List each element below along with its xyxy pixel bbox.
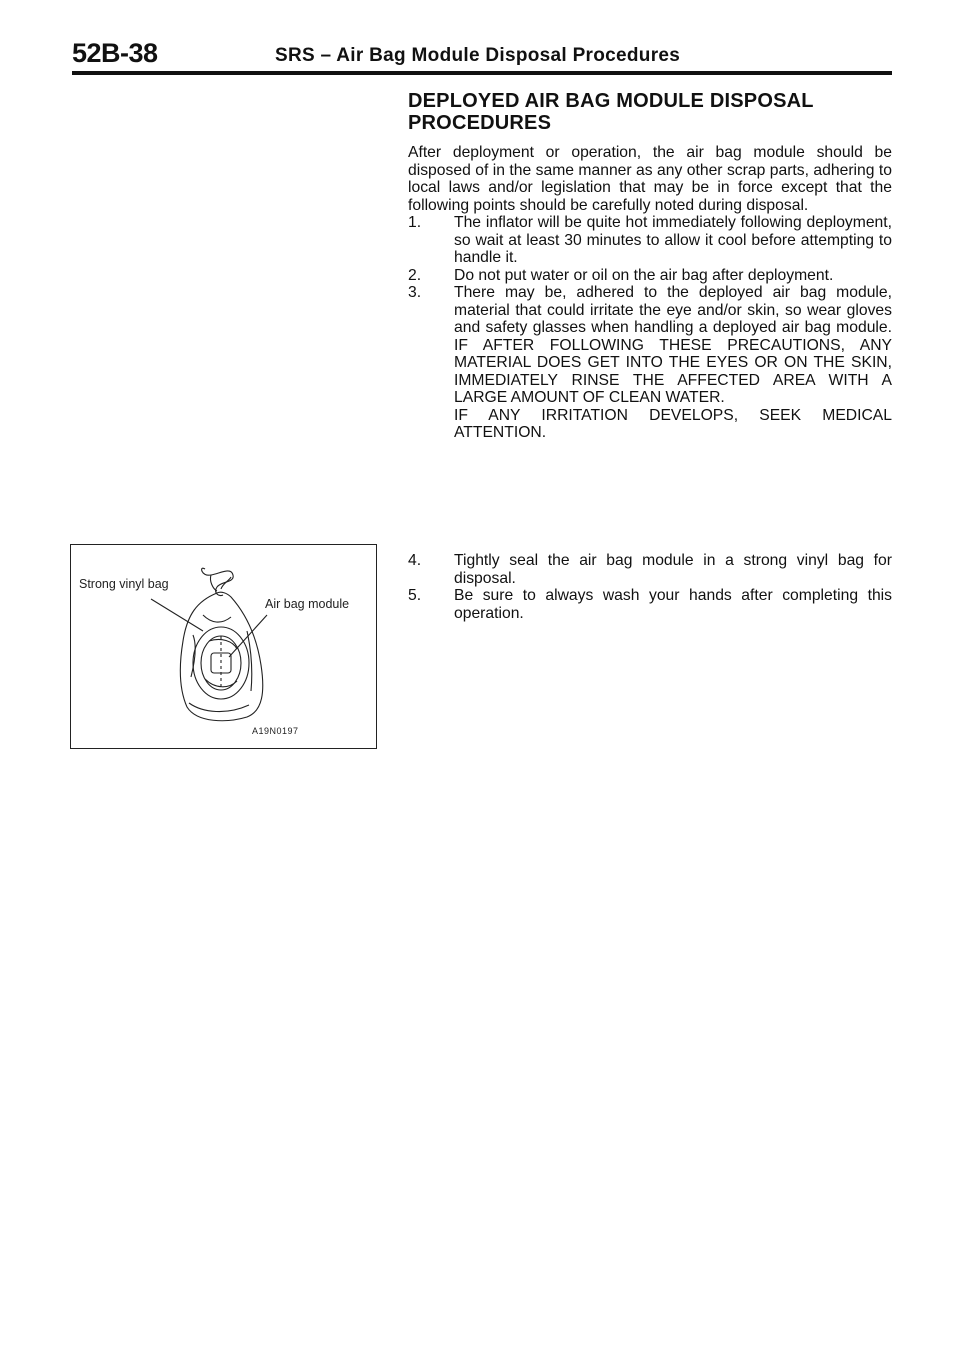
step-item xyxy=(408,267,892,285)
step-text: The inflator will be quite hot immediately following deployment, so wait at least 30 minutes to allow it cool before attempting to handle it. xyxy=(454,214,892,266)
step-item xyxy=(408,214,892,267)
step-text: There may be, adhered to the deployed air bag module, material that could irritate the eye and/or skin, so wear gloves and safety glasses when handling a deployed air bag module. IF AFTER FOLLOWING THESE PRECAUTIONS, ANY MATERIAL DOES GET INTO THE EYES OR ON THE SKIN, IMMEDIATELY RINSE THE AFFECTED AREA WITH A LARGE AMOUNT OF CLEAN WATER. xyxy=(454,284,892,406)
label-air-bag-module: Air bag module xyxy=(265,597,350,611)
step-number: 2. xyxy=(408,266,422,284)
step-item xyxy=(408,587,892,622)
page-number: 52B-38 xyxy=(72,38,158,68)
step-item xyxy=(408,284,892,442)
header-title: SRS – Air Bag Module Disposal Procedures xyxy=(275,45,681,66)
figure-vinyl-bag xyxy=(70,544,377,749)
step-text: Tightly seal the air bag module in a strong vinyl bag for disposal. xyxy=(454,552,892,587)
steps-list-continued xyxy=(408,552,892,622)
intro-paragraph: After deployment or operation, the air bag module should be disposed of in the same manner as any other scrap parts, adhering to local laws and/or legislation that may be in force except that the following points should be carefully noted during disposal. xyxy=(408,144,892,214)
section-title xyxy=(408,90,892,134)
page-header xyxy=(72,38,892,74)
step-item xyxy=(408,552,892,587)
step-number: 3. xyxy=(408,284,422,301)
step-text: Do not put water or oil on the air bag after deployment. xyxy=(454,266,834,284)
step-number: 1. xyxy=(408,214,422,231)
steps-list xyxy=(408,214,892,442)
header-rule xyxy=(72,71,892,75)
label-strong-vinyl-bag: Strong vinyl bag xyxy=(79,577,169,591)
step-warning-text: IF ANY IRRITATION DEVELOPS, SEEK MEDICAL ATTENTION. xyxy=(454,406,892,441)
section-title-line1: DEPLOYED AIR BAG MODULE DISPOSAL xyxy=(408,90,814,112)
step-number: 4. xyxy=(408,552,422,569)
section-content-continued xyxy=(408,552,892,622)
vinyl-bag-illustration xyxy=(71,545,376,748)
section-content xyxy=(408,90,892,442)
step-text: Be sure to always wash your hands after completing this operation. xyxy=(454,587,892,622)
figure-code: A19N0197 xyxy=(252,726,299,736)
step-number: 5. xyxy=(408,587,422,604)
section-title-line2: PROCEDURES xyxy=(408,112,552,134)
